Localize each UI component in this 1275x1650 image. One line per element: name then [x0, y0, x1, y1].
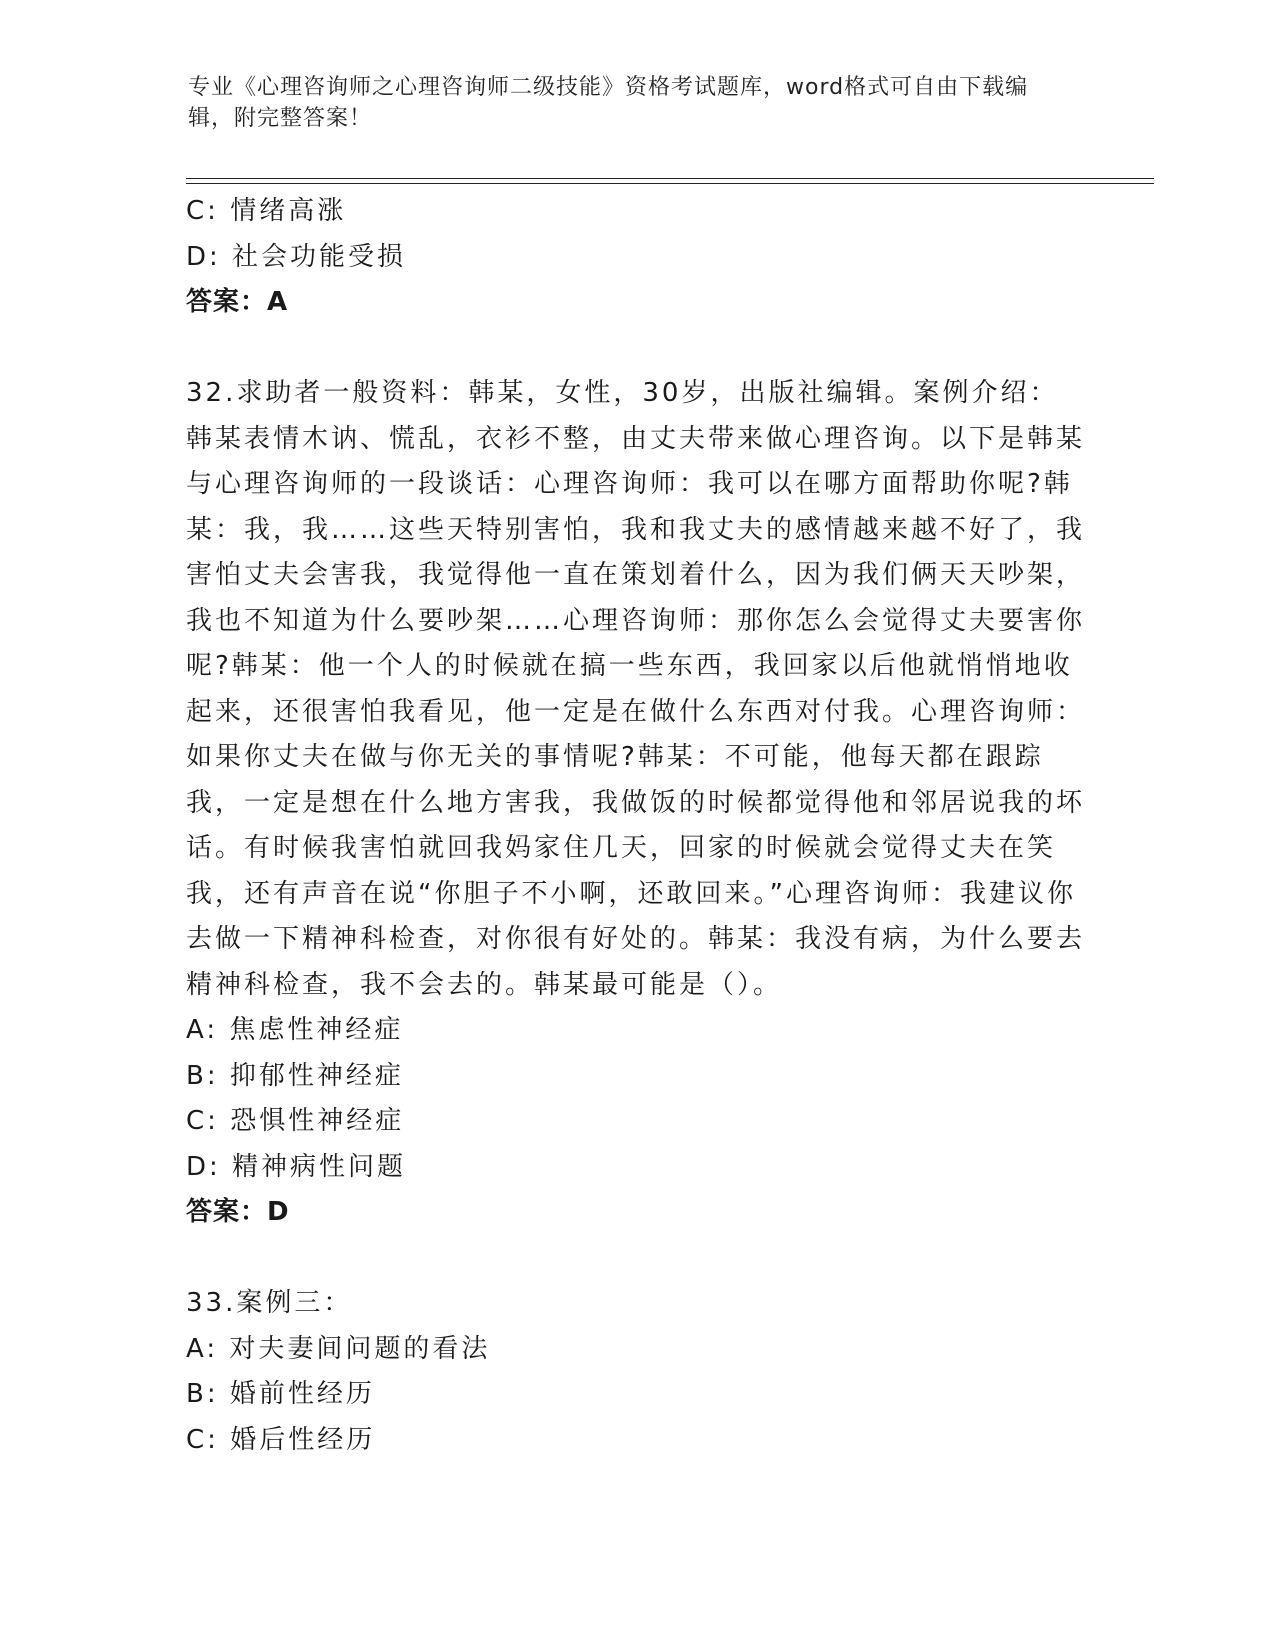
option-d — [186, 235, 1086, 281]
answer-value: A — [267, 287, 289, 317]
spacer — [186, 1236, 1086, 1282]
option-c — [186, 189, 1086, 235]
question-text: 案例三： — [236, 1288, 353, 1318]
option-letter: C: — [186, 1424, 219, 1455]
document-body — [186, 189, 1086, 1463]
answer-line — [186, 1190, 1086, 1236]
option-letter: A: — [186, 1333, 219, 1364]
option-letter: D: — [186, 241, 221, 272]
header-rule-bottom — [186, 183, 1154, 184]
option-b — [186, 1372, 1086, 1418]
question-32 — [186, 371, 1086, 1008]
answer-value: D — [267, 1197, 290, 1227]
option-letter: A: — [186, 1015, 219, 1045]
question-text: 求助者一般资料：韩某，女性，30岁，出版社编辑。案例介绍：韩某表情木讷、慌乱，衣衫不整，由丈夫带来做心理咨询。以下是韩某与心理咨询师的一段谈话：心理咨询师：我可以在哪方面帮助你呢?韩某：我，我……这些天特别害怕，我和我丈夫的感情越来越不好了，我害怕丈夫会害我，我觉得他一直在策划着什么，因为我们俩天天吵架，我也不知道为什么要吵架……心理咨询师：那你怎么会觉得丈夫要害你呢?韩某：他一个人的时候就在搞一些东西，我回家以后他就悄悄地收起来，还很害怕我看见，他一定是在做什么东西对付我。心理咨询师：如果你丈夫在做与你无关的事情呢?韩某：不可能，他每天都在跟踪我，一定是想在什么地方害我，我做饭的时候都觉得他和邻居说我的坏话。有时候我害怕就回我妈家住几天，回家的时候就会觉得丈夫在笑我，还有声音在说“你胆子不小啊，还敢回来。”心理咨询师：我建议你去做一下精神科检查，对你很有好处的。韩某：我没有病，为什么要去精神科检查，我不会去的。韩某最可能是（）。 — [186, 378, 1086, 1000]
header-rule-top — [186, 178, 1154, 179]
option-d — [186, 1145, 1086, 1191]
option-text: 抑郁性神经症 — [229, 1060, 404, 1091]
question-33 — [186, 1281, 1086, 1327]
answer-label: 答案： — [186, 287, 268, 317]
option-text: 恐惧性神经症 — [230, 1106, 405, 1136]
option-a — [186, 1327, 1086, 1373]
option-letter: C: — [186, 1106, 219, 1136]
option-text: 对夫妻间问题的看法 — [229, 1333, 491, 1364]
option-text: 情绪高涨 — [230, 196, 347, 226]
question-number: 33. — [186, 1288, 237, 1318]
option-c — [186, 1099, 1086, 1145]
option-text: 婚前性经历 — [229, 1379, 375, 1409]
option-letter: D: — [186, 1151, 221, 1182]
option-letter: C: — [186, 196, 219, 226]
option-letter: B: — [186, 1379, 219, 1409]
option-c — [186, 1418, 1086, 1464]
option-b — [186, 1054, 1086, 1100]
option-a — [186, 1008, 1086, 1054]
option-letter: B: — [186, 1060, 219, 1091]
answer-line — [186, 280, 1086, 326]
option-text: 焦虑性神经症 — [229, 1015, 404, 1045]
answer-label: 答案： — [186, 1197, 268, 1227]
spacer — [186, 326, 1086, 372]
option-text: 精神病性问题 — [232, 1151, 407, 1182]
question-number: 32. — [186, 378, 237, 408]
option-text: 社会功能受损 — [232, 241, 407, 272]
document-header: 专业《心理咨询师之心理咨询师二级技能》资格考试题库，word格式可自由下载编辑，附完整答案！ — [188, 75, 1029, 131]
option-text: 婚后性经历 — [230, 1424, 376, 1455]
